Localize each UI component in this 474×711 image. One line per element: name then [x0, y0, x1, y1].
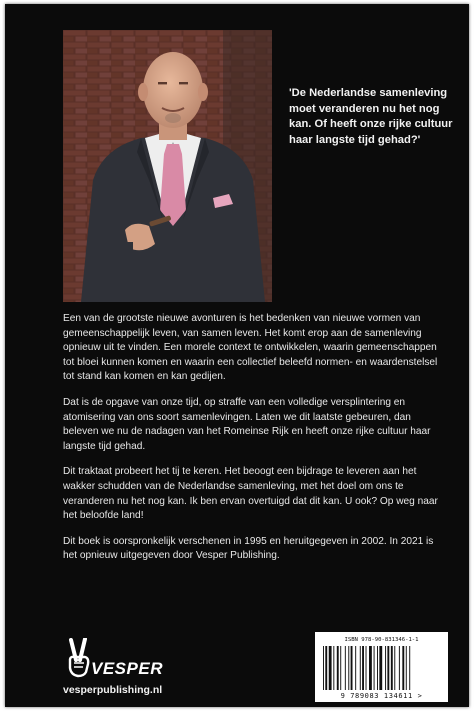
author-photo	[63, 30, 272, 302]
blurb-paragraph: Een van de grootste nieuwe avonturen is het bedenken van nieuwe vormen van gemeenschappelijk leven, van samen leven. Het komt erop aan de samenleving opnieuw uit te vinden. Een morele context te ontwikkelen, waarin gemeenschappen tot bloei kunnen komen en waarin een collectief beleefd normen- en waardenstelsel tot stand kan komen en kan gedijen.	[63, 313, 438, 383]
victory-hand-icon	[65, 638, 93, 678]
pull-quote: 'De Nederlandse samenleving moet veranderen nu het nog kan. Of heeft onze rijke cultuur haar langste tijd gehad?'	[289, 87, 453, 146]
isbn-digits: 9 789083 134611 >	[340, 692, 423, 700]
blurb	[63, 312, 447, 575]
publisher-name: VESPER	[91, 659, 163, 678]
book-back-cover	[5, 4, 469, 707]
blurb-paragraph: Dit boek is oorspronkelijk verschenen in 1995 en heruitgegeven in 2002. In 2021 is het opnieuw uitgegeven door Vesper Publishing.	[63, 535, 434, 562]
blurb-paragraph: Dit traktaat probeert het tij te keren. Het beoogt een bijdrage te leveren aan het wakker schudden van de Nederlandse samenleving, met het doel om ons te veranderen nu het nog kan. Ik ben ervan overtuigd dat dit kan. U ook? Op weg naar het beloofde land!	[63, 466, 438, 522]
barcode	[315, 632, 448, 702]
barcode-bars	[323, 646, 440, 692]
isbn-label: ISBN 978-90-831346-1-1	[344, 637, 419, 643]
publisher-website: vesperpublishing.nl	[63, 684, 163, 696]
blurb-paragraph: Dat is de opgave van onze tijd, op straffe van een volledige versplintering en atomisering van ons soort samenlevingen. Laten we dit laatste gebeuren, dan beleven we nu de nadagen van het Romeinse Rijk en heeft onze rijke cultuur haar langste tijd gehad.	[63, 396, 431, 452]
